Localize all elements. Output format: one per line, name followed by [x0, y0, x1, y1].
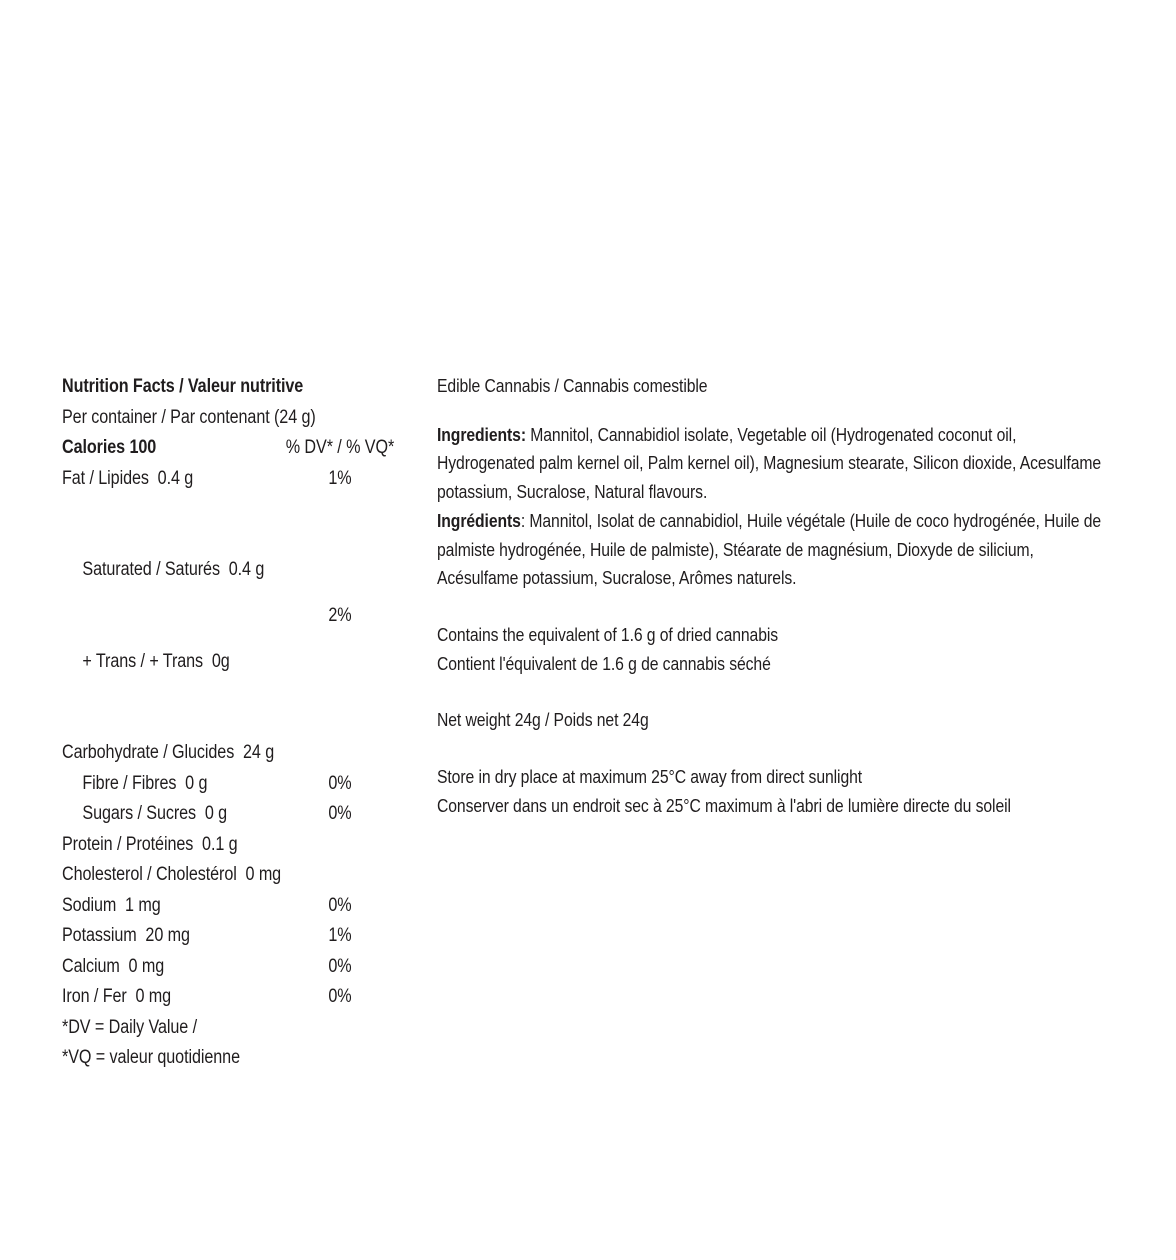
nutrient-row-iron [62, 982, 396, 1013]
net-weight-line: Net weight 24g / Poids net 24g [437, 709, 649, 731]
nutrient-label: Iron / Fer 0 mg [62, 986, 172, 1007]
nutrient-label: Potassium 20 mg [62, 925, 190, 946]
nutrient-row-carbohydrate [62, 738, 396, 769]
product-type-line: Edible Cannabis / Cannabis comestible [437, 375, 708, 396]
nutrient-percent: 0% [328, 986, 352, 1007]
footnote-dv-row [62, 1013, 396, 1044]
nutrient-label: Cholesterol / Cholestérol 0 mg [62, 864, 282, 885]
storage-en: Store in dry place at maximum 25°C away from direct sunlight [437, 766, 863, 788]
nutrient-row-calcium [62, 952, 396, 983]
nutrient-label: Fibre / Fibres 0 g [82, 772, 208, 794]
nutrient-label: Protein / Protéines 0.1 g [62, 833, 238, 855]
ingredients-fr-paragraph [437, 507, 1117, 593]
equivalence-en: Contains the equivalent of 1.6 g of dried cannabis [437, 623, 779, 645]
nutrition-facts-panel [62, 372, 396, 1074]
per-container-row [62, 403, 396, 434]
ingredients-en-label: Ingredients: [437, 423, 526, 445]
ingredients-fr-text: : Mannitol, Isolat de cannabidiol, Huile végétale (Huile de coco hydrogénée, Huile de palmiste hydrogénée, Huile de palmiste), Stéarate de magnésium, Dioxyde de silicium, Acésulfame potassium, Sucralose, Arômes naturels. [437, 509, 1102, 589]
saturated-label: Saturated / Saturés 0.4 g [82, 559, 265, 580]
footnote-vq: *VQ = valeur quotidienne [62, 1047, 240, 1068]
product-info-panel [437, 372, 1117, 820]
nutrient-label: Sodium 1 mg [62, 894, 161, 916]
equivalence-fr: Contient l'équivalent de 1.6 g de cannabis séché [437, 652, 771, 674]
nutrient-row-cholesterol [62, 860, 396, 891]
nutrient-row-fat [62, 464, 396, 495]
nutrient-row-protein [62, 830, 396, 861]
nutrient-row-sodium [62, 891, 396, 922]
nutrient-percent: 0% [328, 803, 352, 824]
nutrient-row-potassium [62, 921, 396, 952]
per-container-text: Per container / Par contenant (24 g) [62, 406, 316, 428]
saturated-trans-labels [62, 494, 284, 738]
ingredients-en-text: Mannitol, Cannabidiol isolate, Vegetable oil (Hydrogenated coconut oil, Hydrogenated palm kernel oil, Palm kernel oil), Magnesium stearate, Silicon dioxide, Acesulfame potassium, Sucralose, Natural flavours. [437, 423, 1102, 503]
nutrient-percent: 1% [328, 467, 352, 489]
nutrient-label: Carbohydrate / Glucides 24 g [62, 742, 275, 763]
nutrient-label: Calcium 0 mg [62, 955, 165, 977]
nutrient-label: Fat / Lipides 0.4 g [62, 467, 194, 489]
nutrient-percent: 1% [328, 925, 352, 946]
nutrient-percent: 0% [328, 955, 352, 977]
nutrient-row-fibre [62, 769, 396, 800]
nutrient-row-saturated-trans [62, 494, 396, 738]
calories-value: Calories 100 [62, 437, 157, 458]
nutrient-row-sugars [62, 799, 396, 830]
footnote-dv: *DV = Daily Value / [62, 1016, 197, 1038]
nutrient-percent: 0% [328, 894, 352, 916]
ingredients-fr-label: Ingrédients [437, 509, 521, 531]
equivalence-block [437, 621, 1117, 678]
nutrient-label: Sugars / Sucres 0 g [82, 803, 228, 824]
nutrition-title-row [62, 372, 396, 403]
storage-fr: Conserver dans un endroit sec à 25°C maximum à l'abri de lumière directe du soleil [437, 794, 1011, 816]
daily-value-header: % DV* / % VQ* [285, 437, 395, 458]
storage-block [437, 763, 1117, 820]
nutrient-percent: 0% [328, 772, 352, 794]
footnote-vq-row [62, 1043, 396, 1074]
calories-row [62, 433, 396, 464]
nutrition-title: Nutrition Facts / Valeur nutritive [62, 376, 304, 397]
ingredients-en-paragraph [437, 421, 1117, 507]
saturated-trans-percent: 2% [328, 604, 352, 626]
trans-label: + Trans / + Trans 0g [82, 650, 230, 672]
